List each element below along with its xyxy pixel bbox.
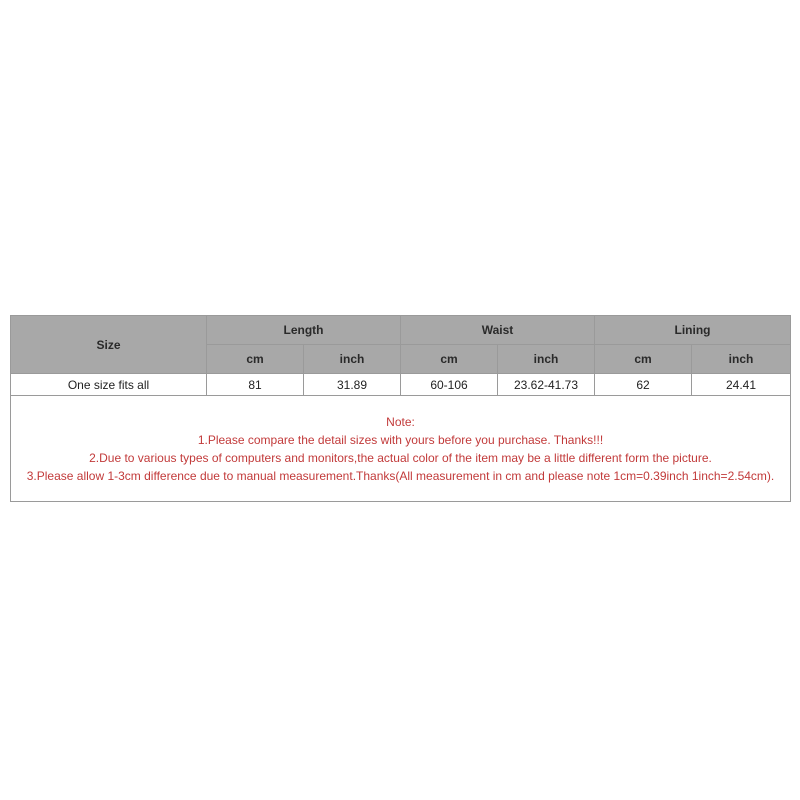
unit-length-cm: cm [207,345,304,374]
unit-lining-inch: inch [692,345,791,374]
cell-lining-cm: 62 [595,374,692,396]
header-lining: Lining [595,316,791,345]
cell-waist-cm: 60-106 [401,374,498,396]
note-line-3: 3.Please allow 1-3cm difference due to manual measurement.Thanks(All measurement in cm and please note 1cm=0.39inch 1inch=2.54cm). [26,469,775,483]
cell-waist-inch: 23.62-41.73 [498,374,595,396]
unit-waist-cm: cm [401,345,498,374]
unit-length-inch: inch [304,345,401,374]
header-length: Length [207,316,401,345]
cell-length-cm: 81 [207,374,304,396]
note-line-1: 1.Please compare the detail sizes with yours before you purchase. Thanks!!! [197,433,604,447]
header-row-groups [11,316,791,345]
header-size: Size [11,316,207,374]
note-line-2: 2.Due to various types of computers and monitors,the actual color of the item may be a little different form the picture. [89,451,712,465]
notes-row [11,396,791,502]
cell-lining-inch: 24.41 [692,374,791,396]
unit-waist-inch: inch [498,345,595,374]
unit-lining-cm: cm [595,345,692,374]
note-title: Note: [386,415,415,429]
header-waist: Waist [401,316,595,345]
notes-cell [11,396,791,502]
size-chart-table [10,315,791,502]
cell-length-inch: 31.89 [304,374,401,396]
table-row [11,374,791,396]
cell-size: One size fits all [11,374,207,396]
